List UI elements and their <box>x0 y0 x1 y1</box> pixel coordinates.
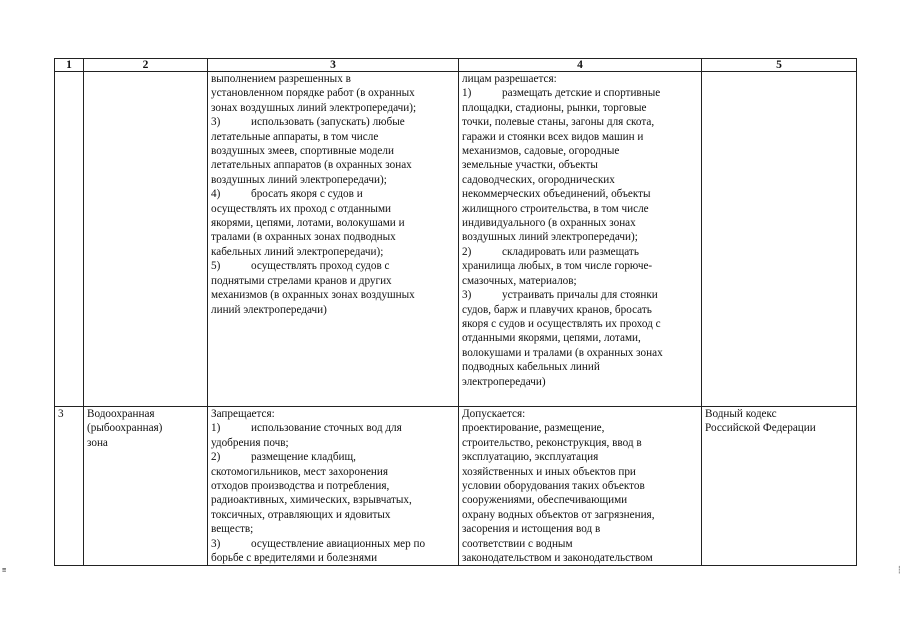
text-line: Водный кодекс <box>705 408 777 420</box>
line-text: сооружениями, обеспечивающими <box>462 494 628 507</box>
text-line <box>462 493 698 507</box>
text-line <box>211 101 455 115</box>
item-number: 3) <box>211 116 221 129</box>
text-line <box>211 259 455 273</box>
text-line <box>462 115 698 129</box>
line-text: якорями, цепями, лотами, волокушами и <box>211 217 405 230</box>
cell-zone-name <box>84 407 208 566</box>
line-text: якоря с судов и осуществлять их проход с <box>462 317 661 330</box>
text-line: зона <box>87 436 108 449</box>
text-line <box>211 436 455 450</box>
text-line <box>462 86 698 100</box>
text-line <box>462 173 698 187</box>
line-text: воздушных змеев, спортивные модели <box>211 145 394 158</box>
text-line <box>462 331 698 345</box>
line-text: Допускается: <box>462 408 526 420</box>
line-text: хранилища любых, в том числе горюче- <box>462 260 653 273</box>
cell-number: 3 <box>55 407 84 566</box>
line-text: зонах воздушных линий электропередачи); <box>211 101 417 114</box>
cell-permissions <box>459 72 702 407</box>
item-number: 3) <box>462 289 472 302</box>
item-number: 3) <box>211 537 221 550</box>
line-text: механизмов, садовые, огородные <box>462 145 620 158</box>
cell-prohibitions <box>208 407 459 566</box>
line-text: площадки, стадионы, рынки, торговые <box>462 101 647 114</box>
text-line <box>211 493 455 507</box>
text-line <box>462 522 698 536</box>
line-text: садоводческих, огороднических <box>462 173 615 186</box>
text-line <box>462 101 698 115</box>
line-text: охрану водных объектов от загрязнения, <box>462 508 655 521</box>
line-text: летательные аппараты, в том числе <box>211 130 379 143</box>
line-text: токсичных, отравляющих и ядовитых <box>211 508 391 521</box>
text-line <box>211 551 455 565</box>
line-text: соответствии с водным <box>462 537 573 550</box>
text-line <box>462 130 698 144</box>
text-line <box>211 115 455 129</box>
line-text: осуществлять их проход с отданными <box>211 202 392 215</box>
text-line <box>462 465 698 479</box>
line-text: условии оборудования таких объектов <box>462 480 645 493</box>
line-text: размещение кладбищ, <box>251 451 356 464</box>
text-line <box>211 421 455 435</box>
line-text: проектирование, размещение, <box>462 422 605 435</box>
line-text: механизмов (в охранных зонах воздушных <box>211 289 415 302</box>
line-text: смазочных, материалов; <box>462 274 577 287</box>
item-number: 4) <box>211 188 221 201</box>
line-text: радиоактивных, химических, взрывчатых, <box>211 494 412 507</box>
text-line <box>462 551 698 565</box>
header-row <box>55 59 857 72</box>
line-text: линий электропередачи) <box>211 303 327 316</box>
text-line <box>462 72 698 86</box>
text-line <box>462 245 698 259</box>
text-line <box>462 216 698 230</box>
line-text: судов, барж и плавучих кранов, бросать <box>462 303 652 316</box>
text-line <box>211 158 455 172</box>
text-line <box>211 274 455 288</box>
header-col-1: 1 <box>55 59 84 72</box>
line-text: волокушами и тралами (в охранных зонах <box>462 346 663 359</box>
line-text: эксплуатацию, эксплуатация <box>462 451 599 464</box>
text-line <box>462 288 698 302</box>
line-text: установленном порядке работ (в охранных <box>211 87 415 100</box>
text-line <box>211 537 455 551</box>
line-text: борьбе с вредителями и болезнями <box>211 552 378 565</box>
text-line <box>462 346 698 360</box>
line-text: некоммерческих объединений, объекты <box>462 188 651 201</box>
line-text: точки, полевые станы, загоны для скота, <box>462 116 655 129</box>
text-line <box>462 259 698 273</box>
line-text: скотомогильников, мест захоронения <box>211 465 389 478</box>
text-line <box>462 317 698 331</box>
item-number: 1) <box>462 87 472 100</box>
line-text: устраивать причалы для стоянки <box>502 289 658 302</box>
line-text: осуществление авиационных мер по <box>251 537 426 550</box>
line-text: использовать (запускать) любые <box>251 116 405 129</box>
text-line <box>462 508 698 522</box>
text-line <box>211 522 455 536</box>
line-text: лицам разрешается: <box>462 73 557 85</box>
text-line <box>462 375 698 389</box>
line-text: земельные участки, объекты <box>462 159 598 172</box>
text-line <box>211 479 455 493</box>
zones-table <box>54 58 857 566</box>
text-line <box>462 230 698 244</box>
line-text: использование сточных вод для <box>251 422 402 435</box>
line-text: воздушных линий электропередачи); <box>462 231 638 244</box>
header-col-5: 5 <box>702 59 857 72</box>
text-line <box>462 450 698 464</box>
line-text: удобрения почв; <box>211 436 289 449</box>
margin-mark-right: ┆ <box>897 566 902 574</box>
line-text: тралами (в охранных зонах подводных <box>211 231 396 244</box>
cell-legal-basis <box>702 72 857 407</box>
header-col-2: 2 <box>84 59 208 72</box>
text-line <box>211 303 455 317</box>
text-line <box>462 202 698 216</box>
text-line <box>462 436 698 450</box>
line-text: отходов производства и потребления, <box>211 480 390 493</box>
text-line: Российской Федерации <box>705 422 816 435</box>
margin-mark-left: ≡ <box>2 566 7 574</box>
line-text: строительство, реконструкция, ввод в <box>462 436 642 449</box>
line-text: веществ; <box>211 523 254 536</box>
line-text: Запрещается: <box>211 408 275 420</box>
line-text: законодательством и законодательством <box>462 552 653 565</box>
text-line <box>462 421 698 435</box>
line-text: осуществлять проход судов с <box>251 260 390 273</box>
text-line: (рыбоохранная) <box>87 422 163 435</box>
line-text: гаражи и стоянки всех видов машин и <box>462 130 644 143</box>
text-line <box>462 303 698 317</box>
line-text: отданными якорями, цепями, лотами, <box>462 332 641 345</box>
item-number: 5) <box>211 260 221 273</box>
line-text: кабельных линий электропередачи); <box>211 245 384 258</box>
text-line <box>211 202 455 216</box>
table-row-continued <box>55 72 857 407</box>
cell-number <box>55 72 84 407</box>
text-line <box>462 537 698 551</box>
text-line <box>211 465 455 479</box>
text-line <box>211 450 455 464</box>
item-number: 2) <box>211 451 221 464</box>
text-line <box>211 187 455 201</box>
line-text: выполнением разрешенных в <box>211 73 351 85</box>
text-line <box>211 216 455 230</box>
header-col-3: 3 <box>208 59 459 72</box>
cell-zone-name <box>84 72 208 407</box>
text-line <box>211 86 455 100</box>
text-line <box>211 508 455 522</box>
line-text: жилищного строительства, в том числе <box>462 202 649 215</box>
line-text: поднятыми стрелами кранов и других <box>211 274 392 287</box>
line-text: бросать якоря с судов и <box>251 188 363 201</box>
line-text: складировать или размещать <box>502 245 639 258</box>
text-line <box>211 407 455 421</box>
text-line <box>211 245 455 259</box>
line-text: размещать детские и спортивные <box>502 87 661 100</box>
table-row-water-protection-zone <box>55 407 857 566</box>
text-line <box>211 130 455 144</box>
line-text: подводных кабельных линий <box>462 361 600 374</box>
item-number: 2) <box>462 245 472 258</box>
item-number: 1) <box>211 422 221 435</box>
text-line <box>462 360 698 374</box>
text-line <box>211 230 455 244</box>
text-line <box>211 72 455 86</box>
line-text: воздушных линий электропередачи); <box>211 173 387 186</box>
text-line <box>462 144 698 158</box>
line-text: засорения и истощения вод в <box>462 523 601 536</box>
text-line <box>211 173 455 187</box>
text-line <box>211 144 455 158</box>
text-line <box>462 187 698 201</box>
text-line <box>211 288 455 302</box>
line-text: электропередачи) <box>462 375 546 388</box>
cell-prohibitions <box>208 72 459 407</box>
text-line <box>462 479 698 493</box>
line-text: индивидуального (в охранных зонах <box>462 217 636 230</box>
cell-legal-basis <box>702 407 857 566</box>
header-col-4: 4 <box>459 59 702 72</box>
cell-permissions <box>459 407 702 566</box>
line-text: хозяйственных и иных объектов при <box>462 465 636 478</box>
text-line <box>462 407 698 421</box>
text-line: Водоохранная <box>87 408 155 420</box>
line-text: летательных аппаратов (в охранных зонах <box>211 159 412 172</box>
text-line <box>462 274 698 288</box>
text-line <box>462 158 698 172</box>
